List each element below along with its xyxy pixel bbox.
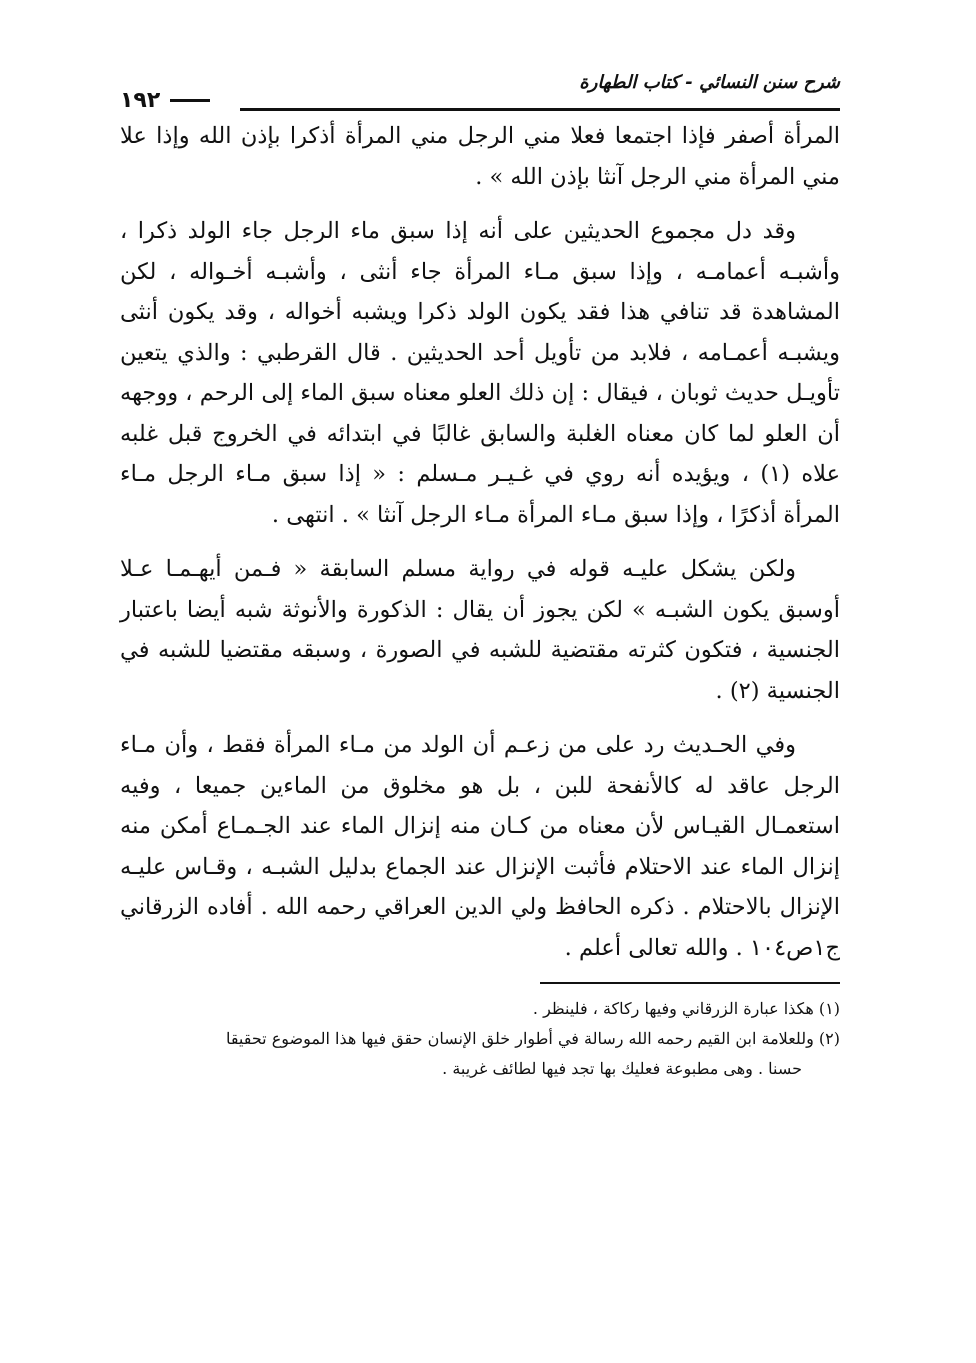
footnote-2-continuation: حسنا . وهى مطبوعة فعليك بها تجد فيها لطائف غريبة . <box>442 1059 802 1078</box>
paragraph-3: ولكن يشكل عليـه قوله في رواية مسلم السابقة « فـمن أيهـمـا عـلا أوسبق يكون الشبـه » لكن يجوز أن يقال : الذكورة والأنوثة شبه أيضا باعتبار الجنسية ، فتكون كثرته مقتضية للشبه في الصورة ، وسبقه مقتضيا للشبه في الجنسية (٢) . <box>120 556 840 704</box>
book-page <box>120 60 840 1084</box>
running-title: شرح سنن النسائي - كتاب الطهارة <box>579 72 840 93</box>
page-number: ١٩٢ <box>120 88 161 113</box>
paragraph-2: وقد دل مجموع الحديثين على أنه إذا سبق ماء الرجل جاء الولد ذكرا ، وأشبـه أعمامـه ، وإذا سبق مـاء المرأة جاء أنثى ، وأشبـه أخـواله ، لكن المشاهدة قد تنافي هذا فقد يكون الولد ذكرا ويشبه أخواله ، وقد يكون أنثى ويشبـه أعمـامه ، فلابد من تأويل أحد الحديثين . قال القرطبي : والذي يتعين تأويـل حديث ثوبان ، فيقال : إن ذلك العلو معناه سبق الماء إلى الرحم ، ووجهه أن العلو لما كان معناه الغلبة والسابق غالبًا في ابتدائه في الخروج قبل غلبه علاه (١) ، ويؤيده أنه روي في غـيـر مـسلم : « إذا سبق مـاء الرجل مـاء المرأة أذكرًا ، وإذا سبق مـاء المرأة مـاء الرجل آنثا » . انتهى . <box>120 218 840 528</box>
paragraph-4: وفي الحـديث رد على من زعـم أن الولد من مـاء المرأة فقط ، وأن مـاء الرجل عاقد له كالأنفحة للبن ، بل هو مخلوق من الماءين جميعا ، وفيه استعمـال القيـاس لأن معناه من كـان منه إنزال الماء عند الجـمـاع أمكن منه إنزال الماء عند الاحتلام فأثبت الإنزال عند الجماع بدليل الشبـه ، وقـاس عليـه الإنزال بالاحتلام . ذكره الحافظ ولي الدين العراقي رحمه الله . أفاده الزرقاني ج١ص١٠٤ . والله تعالى أعلم . <box>120 732 840 961</box>
page-number-dash <box>170 99 210 102</box>
page-header <box>120 60 840 116</box>
main-text <box>120 116 840 968</box>
footnote-1: (١) هكذا عبارة الزرقاني وفيها ركاكة ، فلينظر . <box>532 999 840 1018</box>
header-rule <box>240 108 840 111</box>
footnote-separator <box>540 982 840 984</box>
footnote-2: (٢) وللعلامة ابن القيم رحمه الله رسالة في أطوار خلق الإنسان حقق فيها هذا الموضوع تحقيقا <box>225 1029 840 1048</box>
paragraph-1: المرأة أصفر فإذا اجتمعا فعلا مني الرجل مني المرأة أذكرا بإذن الله وإذا علا مني المرأة مني الرجل آنثا بإذن الله » . <box>120 123 840 190</box>
page-number-block <box>120 88 210 113</box>
footnotes <box>120 994 840 1084</box>
